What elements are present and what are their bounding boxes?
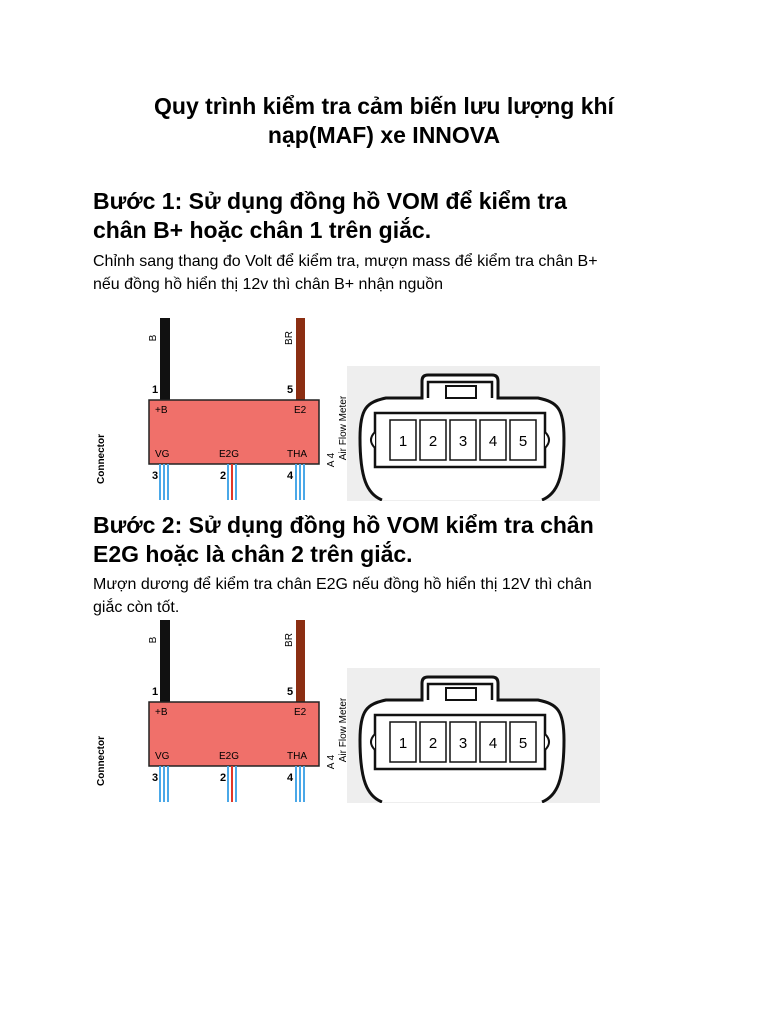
terminal-vg-label: VG [155,449,170,460]
terminal-number-1: 1 [398,433,408,450]
wire-brown [296,620,305,702]
step-1-heading-line-1: Bước 1: Sử dụng đồng hồ VOM để kiểm tra [93,188,567,214]
wire-brown [296,318,305,400]
terminal-cells [390,420,536,460]
maf-wiring-diagram-2 [90,618,610,803]
wire-tha-blue-1 [295,464,297,500]
wire-tha-blue-3 [303,464,305,500]
wire-black [160,620,170,702]
wire-e2g-blue [227,766,229,802]
pin-5-label: 5 [287,686,294,698]
pin-4-label: 4 [287,772,294,784]
terminal-number-2: 2 [428,735,438,752]
wire-tha-blue-1 [295,766,297,802]
terminal-number-5: 5 [518,735,528,752]
wire-vg-blue-3 [167,766,169,802]
terminal-number-3: 3 [458,433,468,450]
wire-tha-blue-2 [299,464,301,500]
wire-vg-blue-2 [163,766,165,802]
a4-label: A 4 [326,452,337,468]
step-1-text-line-2: nếu đồng hồ hiển thị 12v thì chân B+ nhận nguồn [93,276,444,293]
terminal-e2-label: E2 [294,707,307,718]
document-title-line-1: Quy trình kiểm tra cảm biến lưu lượng khí [154,93,614,119]
step-1-text-line-1: Chỉnh sang thang đo Volt để kiểm tra, mượn mass để kiểm tra chân B+ [93,253,598,270]
terminal-e2-label: E2 [294,405,307,416]
document-title-line-2: nạp(MAF) xe INNOVA [267,122,501,148]
terminal-tha-label: THA [287,751,307,762]
terminal-plus-b-label: +B [155,707,168,718]
terminal-number-1: 1 [398,735,408,752]
document-title [0,92,768,150]
wire-e2g-blue-2 [235,464,237,500]
pin-1-label: 1 [152,686,159,698]
wire-br-label: BR [284,633,295,647]
wire-e2g-red [231,766,233,802]
step-1-text [93,250,713,296]
step-1-heading [93,187,713,245]
air-flow-meter-label: Air Flow Meter [338,697,349,763]
pin-3-label: 3 [152,772,159,784]
step-2-text-line-1: Mượn dương để kiểm tra chân E2G nếu đồng hồ hiển thị 12V thì chân [93,576,592,593]
pin-3-label: 3 [152,470,159,482]
terminal-number-4: 4 [488,433,498,450]
wire-vg-blue-3 [167,464,169,500]
step-2-heading [93,511,713,569]
pin-2-label: 2 [220,470,227,482]
pin-2-label: 2 [220,772,227,784]
step-2-heading-line-1: Bước 2: Sử dụng đồng hồ VOM kiểm tra chân [93,512,594,538]
terminal-number-3: 3 [458,735,468,752]
terminal-number-2: 2 [428,433,438,450]
wire-vg-blue-1 [159,464,161,500]
pin-1-label: 1 [152,384,159,396]
step-2-heading-line-2: E2G hoặc là chân 2 trên giắc. [93,541,413,567]
terminal-cells [390,722,536,762]
wire-e2g-blue-2 [235,766,237,802]
wire-e2g-blue [227,464,229,500]
terminal-tha-label: THA [287,449,307,460]
wire-black [160,318,170,400]
terminal-e2g-label: E2G [219,449,240,460]
terminal-number-4: 4 [488,735,498,752]
wire-tha-blue-2 [299,766,301,802]
terminal-plus-b-label: +B [155,405,168,416]
step-1-heading-line-2: chân B+ hoặc chân 1 trên giắc. [93,217,432,243]
step-2-text-line-2: giắc còn tốt. [93,599,180,616]
wire-tha-blue-3 [303,766,305,802]
step-2-text [93,573,713,619]
pin-4-label: 4 [287,470,294,482]
maf-wiring-diagram-1 [90,316,610,501]
wiring-svg [90,316,610,501]
wire-b-label: B [148,636,159,644]
a4-label: A 4 [326,754,337,770]
wire-br-label: BR [284,331,295,345]
wire-b-label: B [148,334,159,342]
wire-e2g-red [231,464,233,500]
wire-vg-blue-2 [163,464,165,500]
terminal-vg-label: VG [155,751,170,762]
air-flow-meter-label: Air Flow Meter [338,395,349,461]
terminal-e2g-label: E2G [219,751,240,762]
connector-label: Connector [96,434,107,484]
wire-vg-blue-1 [159,766,161,802]
connector-label: Connector [96,736,107,786]
wiring-svg [90,618,610,803]
pin-5-label: 5 [287,384,294,396]
terminal-number-5: 5 [518,433,528,450]
